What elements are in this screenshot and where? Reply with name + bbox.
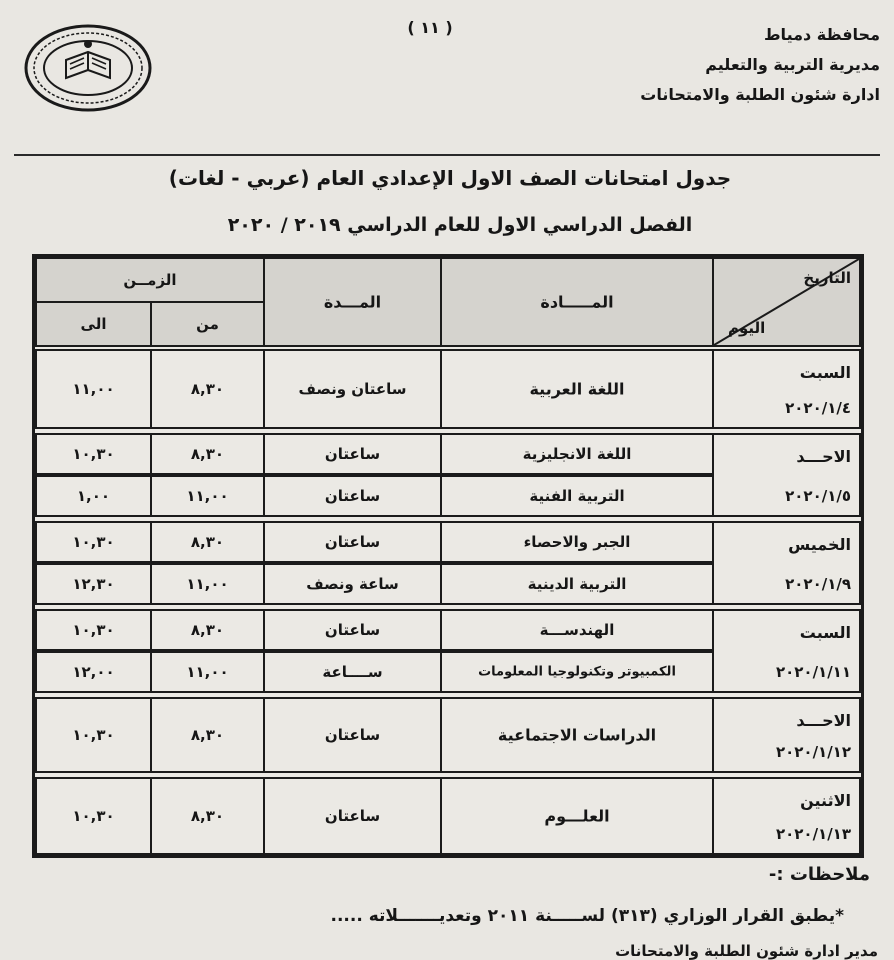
to-cell: ١٢,٣٠ <box>35 563 152 605</box>
duration-cell: ساعتان <box>263 433 442 475</box>
day-cell: الاثنين ٢٠٢٠/١/١٣ <box>712 777 861 855</box>
to-cell: ١٠,٣٠ <box>35 777 152 855</box>
header-subject: المـــــادة <box>440 257 714 347</box>
header-date-day <box>712 257 861 347</box>
governorate: محافظة دمياط <box>763 25 880 44</box>
directorate: مديرية التربية والتعليم <box>705 55 880 74</box>
to-cell: ١٢,٠٠ <box>35 651 152 693</box>
to-cell: ١٠,٣٠ <box>35 433 152 475</box>
day-cell: السبت ٢٠٢٠/١/٤ <box>712 349 861 429</box>
from-cell: ١١,٠٠ <box>150 651 265 693</box>
to-cell: ١٠,٣٠ <box>35 521 152 563</box>
page-number: ( ١١ ) <box>407 18 453 37</box>
ministry-seal-icon <box>22 22 154 114</box>
header-day: اليوم <box>728 319 766 337</box>
note-decree: *يطبق القرار الوزاري (٣١٣) لســـــنة ٢٠١١ وتعديـــــــلاته ..... <box>330 906 844 926</box>
duration-cell: ساعة ونصف <box>263 563 442 605</box>
day-cell: الاحـــد ٢٠٢٠/١/١٢ <box>712 697 861 773</box>
subject-cell: العلـــوم <box>440 777 714 855</box>
subject-cell: الهندســـة <box>440 609 714 651</box>
subject-cell: التربية الفنية <box>440 475 714 517</box>
duration-cell: ساعتان <box>263 609 442 651</box>
subject-cell: التربية الدينية <box>440 563 714 605</box>
from-cell: ٨,٣٠ <box>150 521 265 563</box>
signature-title: مدير ادارة شئون الطلبة والامتحانات <box>615 942 878 960</box>
document-subtitle: الفصل الدراسي الاول للعام الدراسي ٢٠١٩ / ٢٠٢٠ <box>227 214 693 236</box>
subject-cell: اللغة الانجليزية <box>440 433 714 475</box>
header-time: الزمــن <box>35 257 265 303</box>
subject-cell: الكمبيوتر وتكنولوجيا المعلومات <box>440 651 714 693</box>
to-cell: ١,٠٠ <box>35 475 152 517</box>
from-cell: ٨,٣٠ <box>150 349 265 429</box>
subject-cell: اللغة العربية <box>440 349 714 429</box>
day-cell: الاحـــد ٢٠٢٠/١/٥ <box>712 433 861 517</box>
duration-cell: ساعتان <box>263 521 442 563</box>
duration-cell: ساعتان <box>263 777 442 855</box>
duration-cell: ساعتان ونصف <box>263 349 442 429</box>
duration-cell: ســــاعة <box>263 651 442 693</box>
from-cell: ١١,٠٠ <box>150 475 265 517</box>
to-cell: ١١,٠٠ <box>35 349 152 429</box>
department: ادارة شئون الطلبة والامتحانات <box>640 85 880 104</box>
header-divider <box>14 154 880 156</box>
duration-cell: ساعتان <box>263 475 442 517</box>
to-cell: ١٠,٣٠ <box>35 697 152 773</box>
notes-label: ملاحظات :- <box>768 864 870 885</box>
header-date: التاريخ <box>803 269 851 287</box>
to-cell: ١٠,٣٠ <box>35 609 152 651</box>
issuer-header <box>640 20 880 110</box>
from-cell: ٨,٣٠ <box>150 777 265 855</box>
subject-cell: الجبر والاحصاء <box>440 521 714 563</box>
from-cell: ٨,٣٠ <box>150 433 265 475</box>
document-title: جدول امتحانات الصف الاول الإعدادي العام (عربي - لغات) <box>168 166 732 190</box>
from-cell: ٨,٣٠ <box>150 697 265 773</box>
header-to: الى <box>35 301 152 347</box>
day-cell: السبت ٢٠٢٠/١/١١ <box>712 609 861 693</box>
from-cell: ١١,٠٠ <box>150 563 265 605</box>
exam-schedule-table <box>32 254 864 858</box>
duration-cell: ساعتان <box>263 697 442 773</box>
header-from: من <box>150 301 265 347</box>
header-duration: المـــدة <box>263 257 442 347</box>
from-cell: ٨,٣٠ <box>150 609 265 651</box>
day-cell: الخميس ٢٠٢٠/١/٩ <box>712 521 861 605</box>
subject-cell: الدراسات الاجتماعية <box>440 697 714 773</box>
